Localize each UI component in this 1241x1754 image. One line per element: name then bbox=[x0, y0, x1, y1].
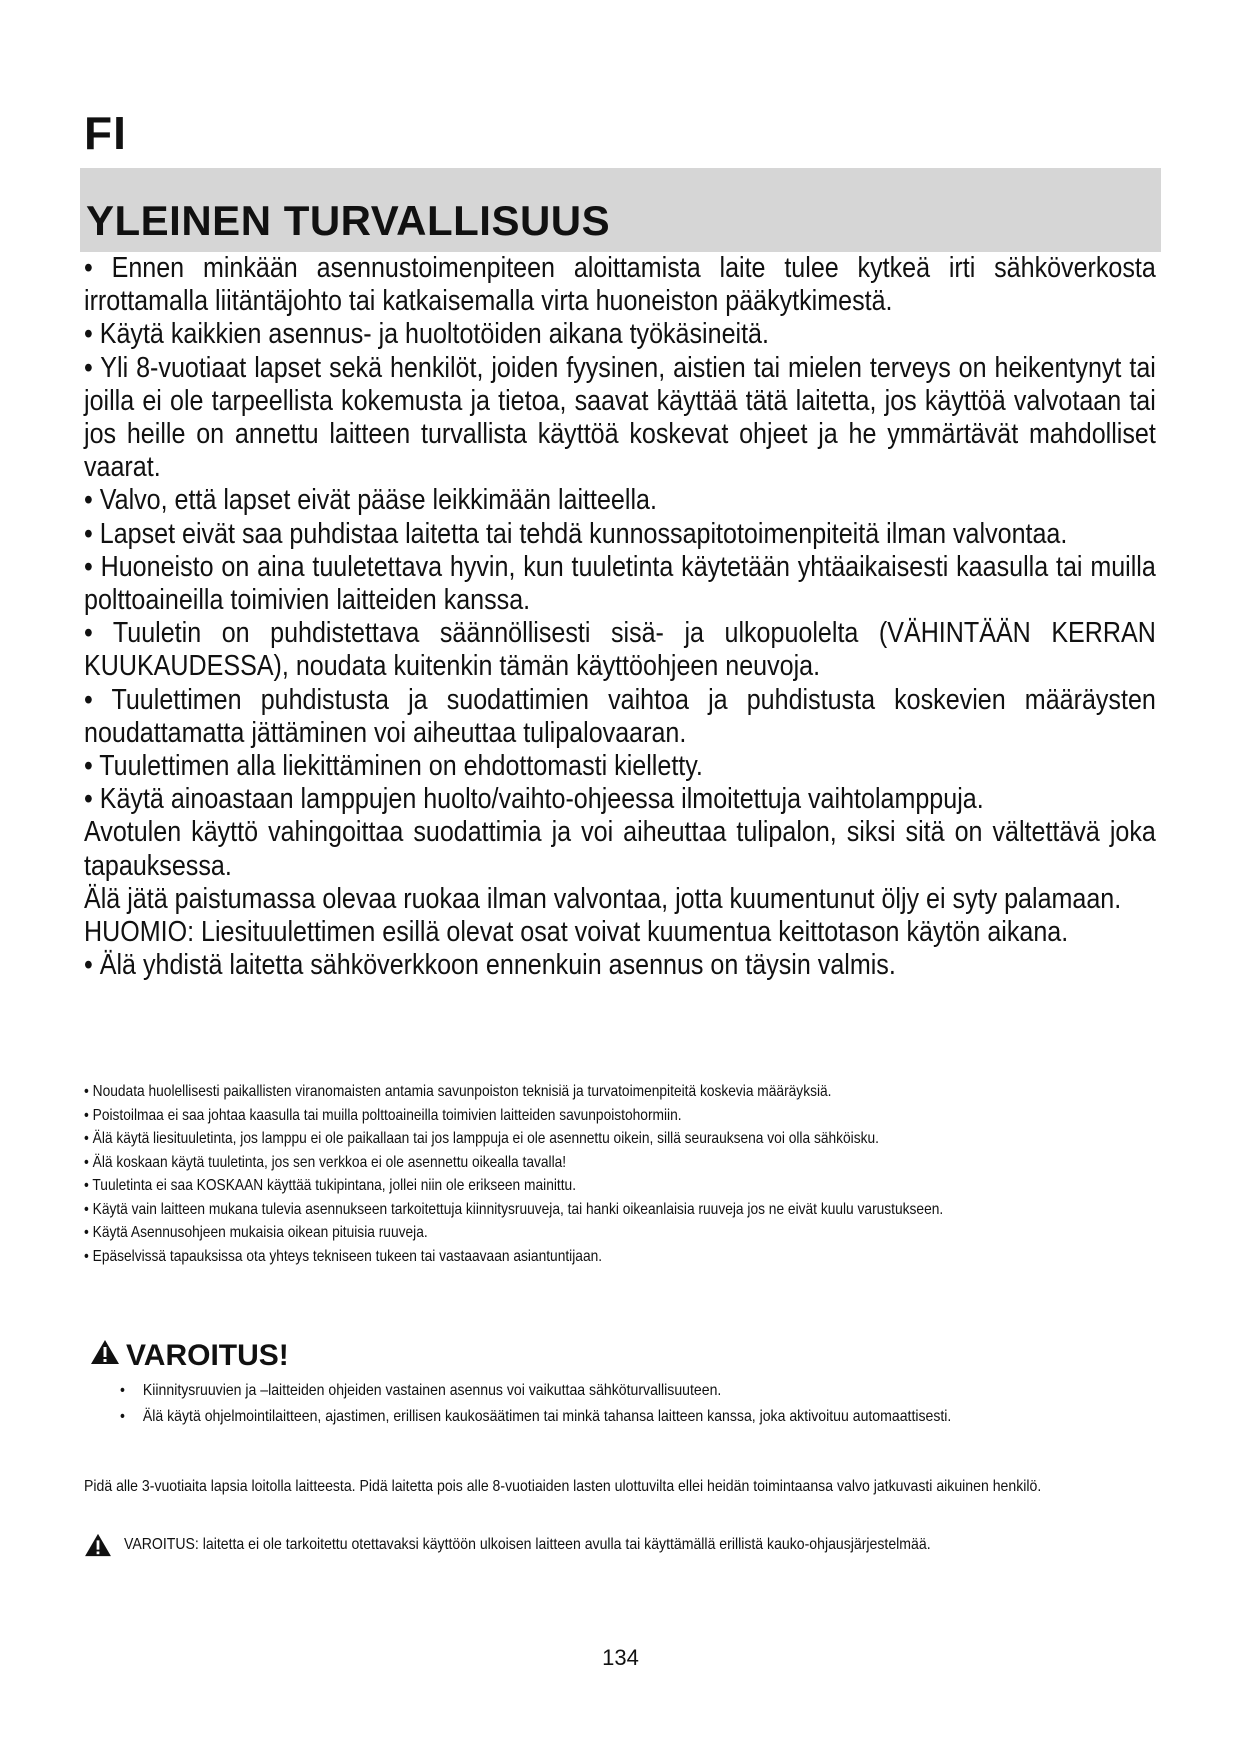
paragraph: • Älä yhdistä laitetta sähköverkkoon ennenkuin asennus on täysin valmis. bbox=[84, 949, 896, 982]
small-paragraph: • Käytä vain laitteen mukana tulevia asennukseen tarkoitettuja kiinnitysruuveja, tai hanki oikeanlaisia ruuveja jos ne eivät kuulu varustukseen. bbox=[84, 1200, 944, 1218]
paragraph: • Tuulettimen alla liekittäminen on ehdottomasti kielletty. bbox=[84, 750, 703, 783]
bullet: • bbox=[120, 1408, 125, 1425]
warning-triangle-icon bbox=[90, 1339, 120, 1373]
warning-triangle-icon bbox=[84, 1533, 124, 1565]
small-paragraph: • Noudata huolellisesti paikallisten viranomaisten antamia savunpoiston teknisiä ja turvatoimenpiteitä koskevia määräyksiä. bbox=[84, 1083, 832, 1100]
paragraph: • Ennen minkään asennustoimenpiteen aloittamista laite tulee kytkeä irti sähköverkosta irrottamalla liitäntäjohto tai katkaisemalla virta huoneiston pääkytkimestä. bbox=[84, 252, 1156, 318]
page-number: 134 bbox=[602, 1645, 639, 1670]
paragraph: Avotulen käyttö vahingoittaa suodattimia ja voi aiheuttaa tulipalon, siksi sitä on vältettävä joka tapauksessa. bbox=[84, 816, 1156, 882]
small-paragraph: • Tuuletinta ei saa KOSKAAN käyttää tukipintana, jollei niin ole erikseen mainittu. bbox=[84, 1177, 577, 1194]
small-paragraph: • Käytä Asennusohjeen mukaisia oikean pituisia ruuveja. bbox=[84, 1224, 428, 1241]
list-item bbox=[120, 1378, 1156, 1404]
small-safety-list bbox=[84, 1080, 1156, 1268]
small-paragraph: • Epäselvissä tapauksissa ota yhteys tekniseen tukeen tai vastaavaan asiantuntijaan. bbox=[84, 1247, 603, 1265]
final-warning bbox=[84, 1533, 1156, 1565]
children-paragraph-text: Pidä alle 3-vuotiaita lapsia loitolla laitteesta. Pidä laitetta pois alle 8-vuotiaiden lasten ulottuvilta ellei heidän toimintaansa valvo jatkuvasti aikuinen henkilö. bbox=[84, 1478, 1042, 1495]
warning-heading-text: VAROITUS! bbox=[126, 1339, 289, 1372]
language-code: FI bbox=[84, 107, 127, 159]
bullet: • bbox=[120, 1382, 125, 1399]
warning-heading bbox=[90, 1339, 289, 1373]
paragraph: Älä jätä paistumassa olevaa ruokaa ilman valvontaa, jotta kuumentunut öljy ei syty palamaan. bbox=[84, 882, 1122, 915]
warning-list bbox=[120, 1378, 1156, 1430]
paragraph: HUOMIO: Liesituulettimen esillä olevat osat voivat kuumentua keittotason käytön aikana. bbox=[84, 916, 1069, 949]
paragraph: • Yli 8-vuotiaat lapset sekä henkilöt, joiden fyysinen, aistien tai mielen terveys on heikentynyt tai joilla ei ole tarpeellista kokemusta ja tietoa, saavat käyttää tätä laitetta, jos käyttöä valvotaan tai jos heille on annettu laitteen turvallista käyttöä koskevat ohjeet ja he ymmärtävät mahdolliset vaarat. bbox=[84, 351, 1156, 484]
paragraph: • Lapset eivät saa puhdistaa laitetta tai tehdä kunnossapitotoimenpiteitä ilman valvontaa. bbox=[84, 517, 1068, 550]
list-item bbox=[120, 1404, 1156, 1430]
paragraph: • Huoneisto on aina tuuletettava hyvin, kun tuuletinta käytetään yhtäaikaisesti kaasulla tai muilla polttoaineilla toimivien laitteiden kanssa. bbox=[84, 550, 1156, 617]
paragraph: • Käytä kaikkien asennus- ja huoltotöiden aikana työkäsineitä. bbox=[84, 318, 769, 351]
page-title: YLEINEN TURVALLISUUS bbox=[86, 197, 611, 244]
small-paragraph: • Älä käytä liesituuletinta, jos lamppu ei ole paikallaan tai jos lamppuja ei ole asennettu oikein, sillä seurauksena voi olla sähköisku. bbox=[84, 1130, 879, 1147]
warning-item-text: Kiinnitysruuvien ja –laitteiden ohjeiden vastainen asennus voi vaikuttaa sähköturvallisuuteen. bbox=[142, 1382, 722, 1399]
paragraph: • Käytä ainoastaan lamppujen huolto/vaihto-ohjeessa ilmoitettuja vaihtolamppuja. bbox=[84, 783, 984, 816]
small-paragraph: • Älä koskaan käytä tuuletinta, jos sen verkkoa ei ole asennettu oikealla tavalla! bbox=[84, 1153, 567, 1171]
final-warning-text: VAROITUS: laitetta ei ole tarkoitettu otettavaksi käyttöön ulkoisen laitteen avulla tai käyttämällä erillistä kauko-ohjausjärjestelmää. bbox=[124, 1536, 931, 1553]
paragraph: • Valvo, että lapset eivät pääse leikkimään laitteella. bbox=[84, 484, 657, 517]
children-paragraph bbox=[84, 1475, 1156, 1499]
paragraph: • Tuulettimen puhdistusta ja suodattimien vaihtoa ja puhdistusta koskevien määräysten noudattamatta jättäminen voi aiheuttaa tulipalovaaran. bbox=[84, 683, 1156, 749]
main-safety-list bbox=[84, 252, 1156, 982]
warning-item-text: Älä käytä ohjelmointilaitteen, ajastimen, erillisen kaukosäätimen tai minkä tahansa laitteen kanssa, joka aktivoituu automaattisesti. bbox=[142, 1408, 952, 1425]
small-paragraph: • Poistoilmaa ei saa johtaa kaasulla tai muilla polttoaineilla toimivien laitteiden savunpoistohormiin. bbox=[84, 1106, 682, 1124]
paragraph: • Tuuletin on puhdistettava säännöllisesti sisä- ja ulkopuolelta (VÄHINTÄÄN KERRAN KUUKAUDESSA), noudata kuitenkin tämän käyttöohjeen neuvoja. bbox=[84, 617, 1156, 683]
